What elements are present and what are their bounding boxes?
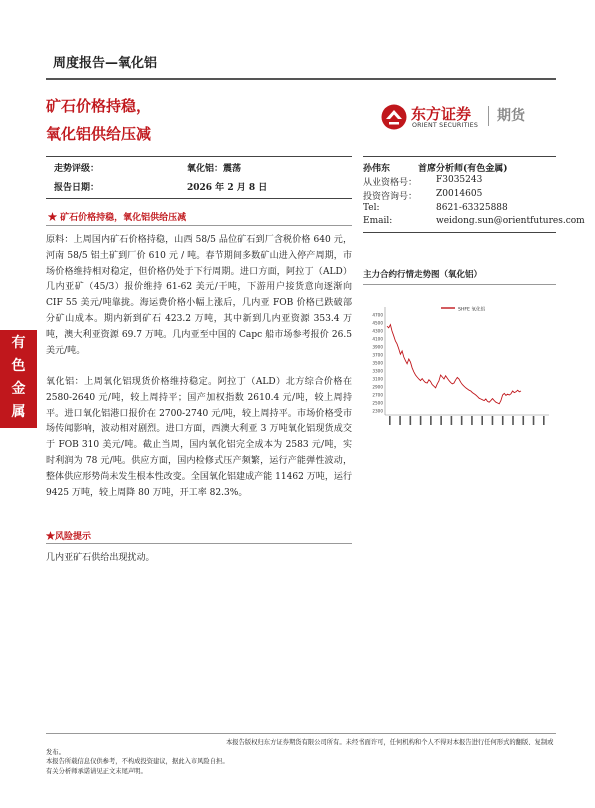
legend-label: SHFE 氧化铝: [458, 307, 486, 313]
report-type: 周度报告—氧化铝: [53, 56, 158, 71]
analyst-top-rule: [363, 156, 556, 157]
brand-logo: [381, 101, 531, 135]
analyst-role: 首席分析师(有色金属): [418, 164, 508, 174]
meta-top-rule: [46, 156, 352, 157]
chart-y-axis: [372, 313, 383, 414]
analyst-bottom-rule: [363, 232, 556, 233]
headline-line-2: 氧化铝供给压减: [46, 125, 152, 143]
x-tick-label: [451, 416, 453, 425]
y-tick-label: 2700: [372, 392, 383, 398]
y-tick-label: 2300: [372, 408, 383, 414]
y-tick-label: 3700: [372, 352, 383, 358]
trend-value: 氧化铝：震荡: [187, 164, 242, 174]
x-tick-label: [420, 416, 422, 425]
analyst-row: [363, 203, 573, 215]
summary-rule: [46, 225, 352, 226]
sector-tab-char: 金: [11, 381, 26, 397]
disclaimer-rule: [46, 733, 556, 734]
risk-text: 几内亚矿石供给出现扰动。: [46, 553, 155, 563]
analyst-row-label: Tel:: [363, 203, 380, 213]
sector-tab-char: 色: [11, 358, 26, 374]
x-tick-label: [543, 416, 545, 425]
analyst-email-link[interactable]: weidong.sun@orientfutures.com: [436, 216, 585, 226]
y-tick-label: 2500: [372, 400, 383, 406]
y-tick-label: 3500: [372, 360, 383, 366]
analyst-header: [363, 161, 573, 173]
analyst-row: [363, 189, 573, 201]
brand-mark-icon: [381, 104, 407, 130]
x-tick-label: [502, 416, 504, 425]
analyst-row: [363, 216, 585, 228]
y-tick-label: 4700: [372, 312, 383, 318]
brand-name-en: ORIENT SECURITIES: [412, 122, 479, 129]
summary-heading: ★ 矿石价格持稳，氧化铝供给压减: [48, 213, 187, 223]
y-tick-label: 4300: [372, 328, 383, 334]
sector-tab-char: 有: [11, 335, 26, 351]
chart-title-rule: [363, 284, 556, 285]
risk-heading: ★风险提示: [46, 532, 92, 542]
x-tick-label: [461, 416, 463, 425]
x-tick-label: [522, 416, 524, 425]
x-tick-label: [533, 416, 535, 425]
date-value: 2026 年 2 月 8 日: [187, 183, 268, 193]
y-tick-label: 4500: [372, 320, 383, 326]
analyst-name: 孙伟东: [363, 164, 391, 174]
x-tick-label: [512, 416, 514, 425]
y-tick-label: 4100: [372, 336, 383, 342]
chart-legend: [441, 306, 486, 313]
x-tick-label: [399, 416, 401, 425]
raw-materials-paragraph: 原料：上周国内矿石价格持稳，山西 58/5 品位矿石到厂含税价格 640 元，河南 58/5 铝土矿到厂价 610 元 / 吨。春节期间多数矿山进入停产周期，市场价格维持相对稳定，但价格仍处于下行周期。进口方面，阿拉丁（ALD）几内亚矿（45/3）报价维持 61-62 美元/干吨，下游用户接货意向逐渐向 CIF 55 美元/吨靠拢。海运费价格小幅上涨后，几内亚 FOB 价格已跌破部分矿山成本。期内新到矿石 423.2 万吨，其中新到几内亚资源 353.4 万吨，澳大利亚资源 69.7 万吨。几内亚至中国的 Capc 船市场参考报价 26.5 美元/吨。: [46, 235, 352, 356]
x-tick-label: [492, 416, 494, 425]
x-tick-label: [410, 416, 412, 425]
analyst-row-label: 投资咨询号：: [363, 192, 418, 202]
y-tick-label: 2900: [372, 384, 383, 390]
analyst-row-label: 从业资格号：: [363, 178, 418, 188]
header-divider: [46, 78, 556, 80]
analyst-row-value: 8621-63325888: [436, 203, 508, 213]
sector-tab: [0, 330, 37, 428]
chart-title: 主力合约行情走势图（氧化铝）: [363, 270, 483, 280]
y-tick-label: 3100: [372, 376, 383, 382]
brand-divider: [488, 106, 489, 126]
analyst-row: [363, 175, 573, 187]
brand-name-cn: 东方证券: [411, 105, 472, 123]
sector-tab-char: 属: [11, 404, 26, 420]
analyst-row-label: Email:: [363, 216, 393, 226]
disclaimer-text: 本报告版权归东方证券期货有限公司所有。未经书面许可，任何机构和个人不得对本报告进行任何形式的翻版、复制或发布。 本报告所载信息仅供参考，不构成投资建议，据此入市风险自担。 有关分析师承诺请见正文末尾声明。: [46, 739, 554, 775]
sector-tab-text: [0, 332, 37, 424]
x-tick-label: [471, 416, 473, 425]
risk-rule: [46, 543, 352, 544]
analyst-row-value: F3035243: [436, 175, 483, 185]
date-label: 报告日期：: [54, 183, 100, 193]
chart-x-ticks: [389, 416, 545, 425]
series-line: [387, 325, 521, 404]
brand-division: 期货: [497, 108, 525, 124]
y-tick-label: 3900: [372, 344, 383, 350]
alumina-paragraph: 氧化铝：上周氧化铝现货价格维持稳定。阿拉丁（ALD）北方综合价格在 2580-2640 元/吨，较上周持平；国产加权指数 2610.4 元/吨，较上周持平。进口氧化铝港口报价在 2700-2740 元/吨，较上周持平。市场价格受市场传闻影响，波动相对剧烈。进口方面，西澳大利亚 3 万吨氧化铝现货成交于 FOB 310 美元/吨。截止当周，国内氧化铝完全成本为 2583 元/吨，实时利润为 78 元/吨。供应方面，国内检修式压产频繁，运行产能弹性波动，整体供应形势尚未发生根本性改变。全国氧化铝建成产能 11462 万吨，运行 9425 万吨，较上周降 80 万吨，开工率 82.3%。: [46, 377, 352, 498]
x-tick-label: [430, 416, 432, 425]
price-chart: [363, 303, 553, 428]
y-tick-label: 3300: [372, 368, 383, 374]
trend-label: 走势评级：: [54, 164, 100, 174]
x-tick-label: [389, 416, 391, 425]
x-tick-label: [481, 416, 483, 425]
analyst-row-value: Z0014605: [436, 189, 483, 199]
x-tick-label: [440, 416, 442, 425]
headline-line-1: 矿石价格持稳，: [46, 97, 152, 115]
meta-bottom-rule: [46, 198, 352, 199]
